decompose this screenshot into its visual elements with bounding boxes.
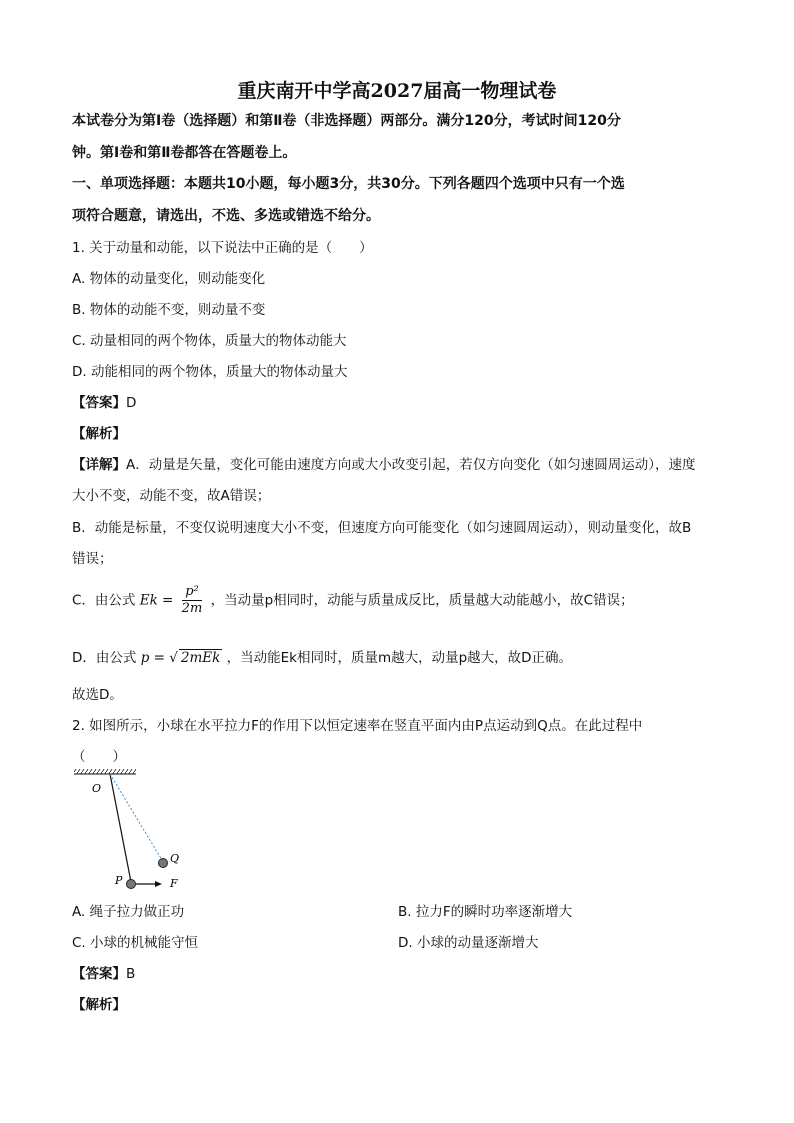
- label-q: Q: [170, 852, 180, 865]
- q1-option-b: B. 物体的动能不变，则动量不变: [72, 302, 266, 318]
- q1-detail-c: [72, 584, 634, 617]
- q1-conclusion: 故选D。: [72, 687, 123, 703]
- answer-value: D: [126, 395, 137, 411]
- q1-detail-b-line-2: 错误；: [72, 551, 113, 567]
- ball-p: [127, 880, 136, 889]
- formula-c-fraction: [182, 584, 203, 617]
- q1-detail-b-line-1: B．动能是标量，不变仅说明速度大小不变，但速度方向可能变化（如匀速圆周运动），则动量变化，故B: [72, 520, 692, 536]
- detail-c-suffix: ，当动量p相同时，动能与质量成反比，质量越大动能越小，故C错误；: [210, 592, 634, 609]
- answer-tag: 【答案】: [72, 966, 126, 982]
- formula-d-lhs: p =: [140, 650, 165, 666]
- q2-analysis: [72, 993, 126, 1013]
- intro-line-1: 本试卷分为第Ⅰ卷（选择题）和第Ⅱ卷（非选择题）两部分。满分120分，考试时间120分: [72, 113, 621, 129]
- q1-stem: 1. 关于动量和动能，以下说法中正确的是（ ）: [72, 240, 373, 256]
- q1-answer: [72, 391, 136, 411]
- q2-stem-line-2: （ ）: [72, 749, 126, 765]
- ball-q: [159, 859, 168, 868]
- analysis-tag: 【解析】: [72, 426, 126, 442]
- q2-option-b: B. 拉力F的瞬时功率逐渐增大: [398, 904, 573, 920]
- analysis-tag: 【解析】: [72, 997, 126, 1013]
- ceiling-hatch: [74, 769, 136, 774]
- sqrt-sign: √: [169, 650, 178, 666]
- q1-option-a: A. 物体的动量变化，则动能变化: [72, 271, 266, 287]
- q1-detail-a-line-1: [72, 453, 695, 473]
- q2-pendulum-figure: [66, 766, 196, 894]
- q1-detail-a-line-2: 大小不变，动能不变，故A错误；: [72, 488, 271, 504]
- q2-option-d: D. 小球的动量逐渐增大: [398, 935, 539, 951]
- rope-op: [110, 774, 131, 882]
- q2-answer: [72, 962, 135, 982]
- formula-c-denominator: 2m: [181, 601, 203, 616]
- q1-option-c: C. 动量相同的两个物体，质量大的物体动能大: [72, 333, 347, 349]
- q2-option-c: C. 小球的机械能守恒: [72, 935, 199, 951]
- detail-d-suffix: ，当动能Ek相同时，质量m越大，动量p越大，故D正确。: [226, 650, 573, 666]
- label-o: O: [92, 782, 102, 795]
- answer-tag: 【答案】: [72, 395, 126, 411]
- detail-a-text: A．动量是矢量，变化可能由速度方向或大小改变引起，若仅方向变化（如匀速圆周运动），速度: [126, 457, 696, 473]
- section-heading-line-2: 项符合题意，请选出，不选、多选或错选不给分。: [72, 208, 380, 224]
- q2-option-a: A. 绳子拉力做正功: [72, 904, 185, 920]
- q1-analysis: [72, 422, 126, 442]
- formula-c-numerator: p²: [182, 584, 203, 601]
- formula-c-lhs: Ek =: [139, 592, 174, 609]
- section-heading-line-1: 一、单项选择题：本题共10小题，每小题3分，共30分。下列各题四个选项中只有一个选: [72, 176, 625, 192]
- label-f: F: [170, 877, 178, 890]
- detail-c-prefix: C．由公式: [72, 592, 136, 609]
- detail-d-prefix: D．由公式: [72, 650, 137, 666]
- q1-detail-d: [72, 646, 572, 666]
- formula-d-radicand: 2mEk: [180, 650, 221, 666]
- detail-tag: 【详解】: [72, 457, 126, 473]
- intro-line-2: 钟。第Ⅰ卷和第Ⅱ卷都答在答题卷上。: [72, 145, 297, 161]
- force-arrowhead: [155, 881, 162, 887]
- label-p: P: [115, 874, 123, 887]
- q2-stem-line-1: 2. 如图所示，小球在水平拉力F的作用下以恒定速率在竖直平面内由P点运动到Q点。在此过程中: [72, 718, 643, 734]
- page-title: 重庆南开中学高2027届高一物理试卷: [237, 80, 557, 102]
- answer-value: B: [126, 966, 136, 982]
- q1-option-d: D. 动能相同的两个物体，质量大的物体动量大: [72, 364, 348, 380]
